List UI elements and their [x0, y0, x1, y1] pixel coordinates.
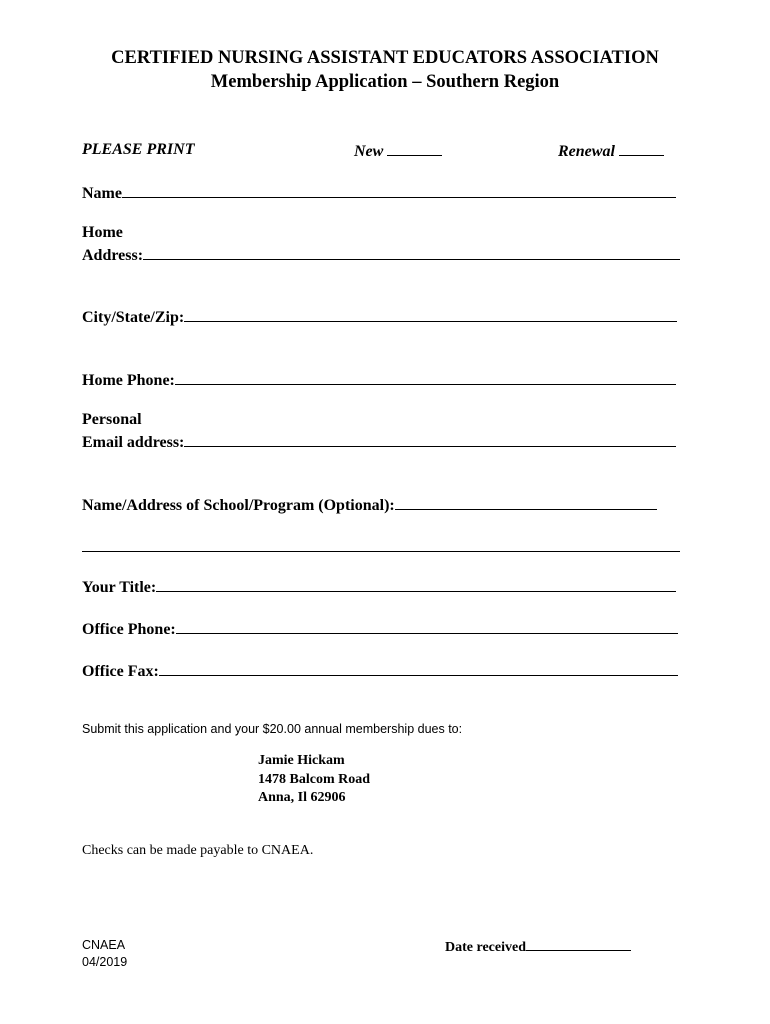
home-address-blank[interactable]: [143, 245, 680, 260]
office-phone-blank[interactable]: [176, 619, 678, 634]
footer-org-abbrev: CNAEA: [82, 938, 126, 952]
school-program-label: Name/Address of School/Program (Optional):: [82, 497, 395, 514]
your-title-label: Your Title:: [82, 579, 157, 596]
home-address-label: Address:: [82, 247, 144, 264]
your-title-blank[interactable]: [156, 577, 676, 592]
name-field[interactable]: [82, 183, 676, 203]
office-fax-label: Office Fax:: [82, 663, 159, 680]
your-title-field[interactable]: [82, 577, 676, 597]
renewal-label: Renewal: [558, 143, 615, 160]
footer-date-code: 04/2019: [82, 955, 128, 969]
email-label-line1: Personal: [82, 411, 142, 428]
email-field[interactable]: [82, 432, 676, 452]
new-blank[interactable]: [387, 141, 442, 156]
checks-payable-note: Checks can be made payable to CNAEA.: [82, 843, 314, 858]
new-option[interactable]: [354, 141, 442, 161]
renewal-blank[interactable]: [619, 141, 664, 156]
name-blank[interactable]: [122, 183, 676, 198]
renewal-option[interactable]: [558, 141, 664, 161]
org-title: CERTIFIED NURSING ASSISTANT EDUCATORS ASSOCIATION: [111, 48, 659, 68]
school-program-blank-line2[interactable]: [82, 537, 680, 557]
home-phone-field[interactable]: [82, 370, 676, 390]
office-phone-field[interactable]: [82, 619, 678, 639]
city-state-zip-label: City/State/Zip:: [82, 309, 185, 326]
mail-to-city: Anna, Il 62906: [258, 790, 346, 805]
school-program-blank[interactable]: [395, 495, 657, 510]
school-program-blank-2[interactable]: [82, 537, 680, 552]
date-received-label: Date received: [445, 940, 526, 955]
city-state-zip-field[interactable]: [82, 307, 677, 327]
email-blank[interactable]: [184, 432, 676, 447]
form-subtitle: Membership Application – Southern Region: [210, 72, 560, 92]
home-phone-blank[interactable]: [175, 370, 676, 385]
office-phone-label: Office Phone:: [82, 621, 176, 638]
office-fax-blank[interactable]: [159, 661, 678, 676]
date-received-field[interactable]: [445, 938, 631, 956]
please-print-label: PLEASE PRINT: [82, 141, 195, 158]
office-fax-field[interactable]: [82, 661, 678, 681]
home-address-label-line1: Home: [82, 224, 123, 241]
name-label: Name: [82, 185, 122, 202]
school-program-field[interactable]: [82, 495, 657, 515]
email-label: Email address:: [82, 434, 185, 451]
mail-to-street: 1478 Balcom Road: [258, 772, 370, 787]
home-phone-label: Home Phone:: [82, 372, 175, 389]
home-address-field[interactable]: [82, 245, 680, 265]
city-state-zip-blank[interactable]: [184, 307, 677, 322]
mail-to-name: Jamie Hickam: [258, 753, 345, 768]
submit-instructions: Submit this application and your $20.00 annual membership dues to:: [82, 722, 463, 736]
date-received-blank[interactable]: [526, 938, 631, 951]
new-label: New: [354, 143, 384, 160]
